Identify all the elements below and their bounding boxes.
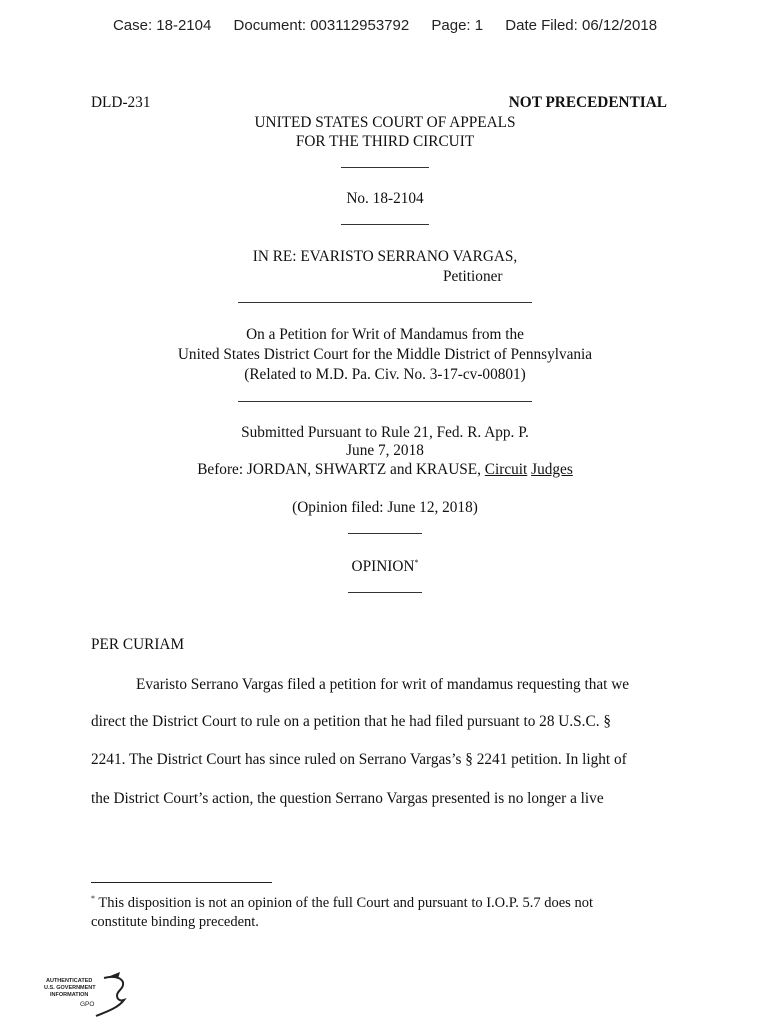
case-title: IN RE: EVARISTO SERRANO VARGAS, (252, 248, 518, 265)
divider (0, 155, 770, 173)
footnote-reference[interactable]: * (414, 558, 419, 567)
gpo-logo-line1: AUTHENTICATED (46, 978, 93, 984)
gpo-authentication-logo (44, 972, 134, 1018)
opinion-title: OPINION (351, 558, 415, 576)
divider (0, 580, 770, 598)
petition-line-2: United States District Court for the Middle District of Pennsylvania (177, 346, 593, 363)
opinion-heading (0, 558, 770, 576)
opinion-filed-date: (Opinion filed: June 12, 2018) (292, 499, 478, 516)
panel-judges-label: Judges (531, 461, 573, 478)
petition-line-1: On a Petition for Writ of Mandamus from the (246, 326, 524, 343)
body-line-3: 2241. The District Court has since ruled on Serrano Vargas’s § 2241 petition. In light of (91, 751, 627, 768)
case-number-header: Case: 18-2104 (112, 17, 212, 34)
court-name-line1: UNITED STATES COURT OF APPEALS (254, 114, 516, 131)
filing-header (0, 17, 770, 34)
panel-judges-names: Before: JORDAN, SHWARTZ and KRAUSE, (197, 461, 481, 478)
eagle-swoosh (96, 977, 124, 1016)
docket-code: DLD-231 (91, 94, 151, 111)
party-role: Petitioner (443, 268, 503, 285)
body-line-1: Evaristo Serrano Vargas filed a petition for writ of mandamus requesting that we (136, 676, 630, 693)
footnote-mark: * (91, 894, 95, 903)
divider (0, 290, 770, 308)
footnote (91, 894, 711, 912)
footnote-line-1: This disposition is not an opinion of the full Court and pursuant to I.O.P. 5.7 does not (98, 894, 593, 911)
per-curiam: PER CURIAM (91, 636, 185, 653)
submitted-date: June 7, 2018 (346, 442, 424, 459)
footnote-rule (91, 882, 272, 883)
panel-judges (0, 461, 770, 479)
divider (0, 212, 770, 230)
divider (0, 389, 770, 407)
gpo-logo-line3: INFORMATION (50, 992, 89, 998)
petition-line-3: (Related to M.D. Pa. Civ. No. 3-17-cv-00801) (244, 366, 526, 383)
date-filed-header: Date Filed: 06/12/2018 (505, 17, 658, 34)
document-number-header: Document: 003112953792 (233, 17, 410, 34)
submitted-line: Submitted Pursuant to Rule 21, Fed. R. App. P. (241, 424, 529, 441)
panel-circuit-label: Circuit (484, 461, 528, 478)
gpo-logo-line4: GPO (80, 1001, 95, 1008)
precedential-status: NOT PRECEDENTIAL (508, 94, 667, 111)
body-line-2: direct the District Court to rule on a petition that he had filed pursuant to 28 U.S.C. § (91, 713, 611, 730)
footnote-line-2: constitute binding precedent. (91, 914, 259, 930)
gpo-logo-line2: U.S. GOVERNMENT (44, 985, 96, 991)
case-number: No. 18-2104 (346, 190, 424, 207)
page-number-header: Page: 1 (431, 17, 484, 34)
court-name-line2: FOR THE THIRD CIRCUIT (295, 133, 475, 150)
body-line-4: the District Court’s action, the question Serrano Vargas presented is no longer a live (91, 790, 604, 807)
divider (0, 521, 770, 539)
gpo-seal-icon (44, 972, 134, 1018)
